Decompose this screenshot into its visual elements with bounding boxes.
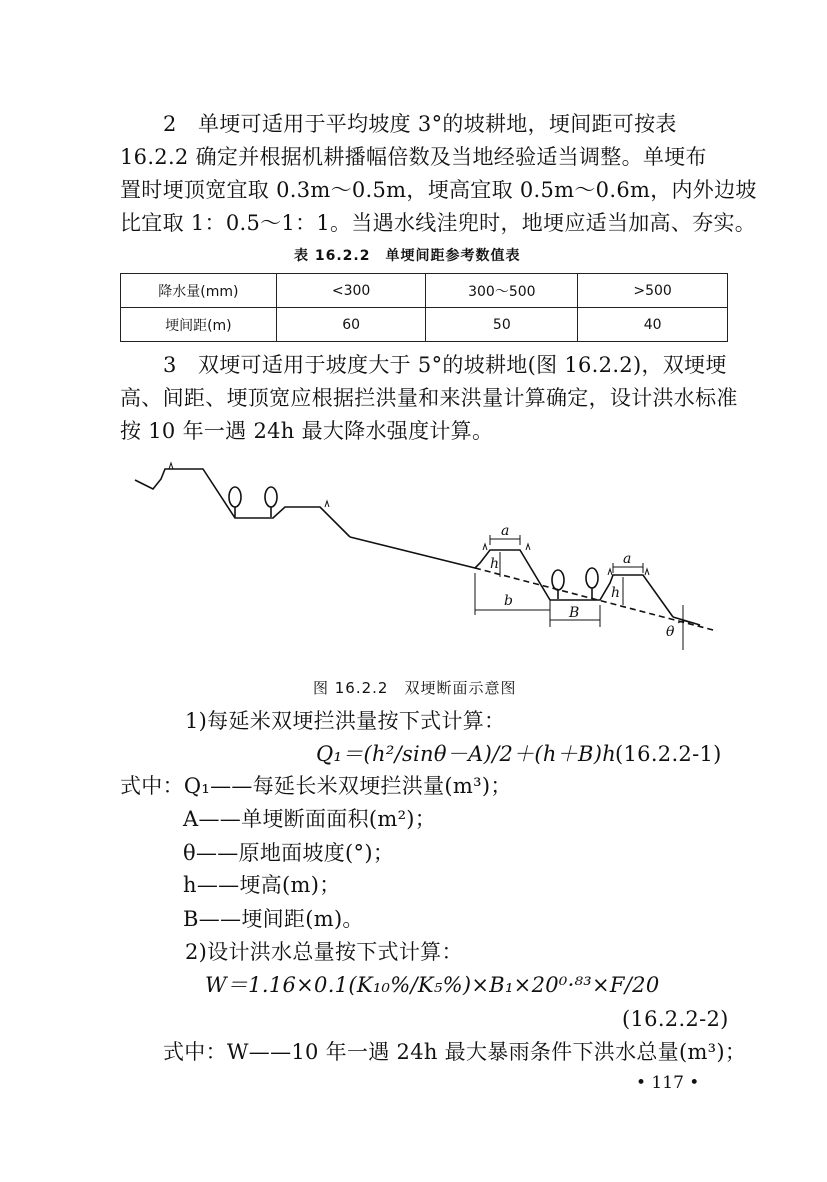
ground-profile-upper xyxy=(135,469,350,537)
formula2-intro: 2)设计洪水总量按下式计算： xyxy=(185,940,463,964)
para2-line2: 16.2.2 确定并根据机耕播幅倍数及当地经验适当调整。单埂布 xyxy=(120,145,707,169)
formula1-def-B: B——埂间距(m)。 xyxy=(183,907,364,931)
label-theta: θ xyxy=(666,624,675,640)
formula1-where: 式中：Q₁——每延长米双埂拦洪量(m³)； xyxy=(120,774,512,798)
double-ridge-diagram xyxy=(125,455,725,660)
spacing-table xyxy=(120,273,728,342)
grass-icon xyxy=(169,463,649,575)
formula1-def-theta: θ——原地面坡度(°)； xyxy=(183,841,395,865)
para2-line1: 2 单埂可适用于平均坡度 3°的坡耕地，埂间距可按表 xyxy=(163,112,677,136)
table-row xyxy=(121,308,728,342)
label-a2: a xyxy=(623,551,632,567)
formula1-equation: Q₁＝(h²/sinθ－A)/2＋(h＋B)h xyxy=(316,742,617,766)
para3-line2: 高、间距、埂顶宽应根据拦洪量和来洪量计算确定，设计洪水标准 xyxy=(120,386,738,410)
formula1-def-A: A——单埂断面面积(m²)； xyxy=(183,807,437,831)
table-cell: 50 xyxy=(426,308,578,342)
table-cell: <300 xyxy=(276,274,426,308)
para3-line1: 3 双埂可适用于坡度大于 5°的坡耕地(图 16.2.2)，双埂埂 xyxy=(163,353,727,377)
formula2-where: 式中：W——10 年一遇 24h 最大暴雨条件下洪水总量(m³)； xyxy=(163,1040,747,1064)
tree-icon xyxy=(229,487,598,599)
para2-line4: 比宜取 1：0.5～1：1。当遇水线洼兜时，地埂应适当加高、夯实。 xyxy=(120,211,757,235)
label-B: B xyxy=(569,605,580,621)
table-caption: 表 16.2.2 单埂间距参考数值表 xyxy=(294,248,521,264)
label-h2: h xyxy=(611,585,621,601)
table-row xyxy=(121,274,728,308)
formula2-equation: W＝1.16×0.1(K₁₀%/K₅%)×B₁×20⁰·⁸³×F/20 xyxy=(205,973,660,997)
table-cell: 降水量(mm) xyxy=(121,274,277,308)
table-cell: 300～500 xyxy=(426,274,578,308)
formula1-def-h: h——埂高(m)； xyxy=(183,873,341,897)
label-b: b xyxy=(504,593,513,609)
page-number: • 117 • xyxy=(636,1073,700,1093)
para3-line3: 按 10 年一遇 24h 最大降水强度计算。 xyxy=(120,419,494,443)
formula2-number: (16.2.2-2) xyxy=(622,1007,729,1031)
table-cell: 60 xyxy=(276,308,426,342)
para2-line3: 置时埂顶宽宜取 0.3m～0.5m，埂高宜取 0.5m～0.6m，内外边坡 xyxy=(120,178,757,202)
table-cell: >500 xyxy=(578,274,728,308)
formula1-number: (16.2.2-1) xyxy=(615,742,722,766)
figure-caption: 图 16.2.2 双埂断面示意图 xyxy=(313,679,517,697)
formula1-intro: 1)每延米双埂拦洪量按下式计算： xyxy=(185,709,506,733)
table-cell: 埂间距(m) xyxy=(121,308,277,342)
label-a: a xyxy=(501,523,510,539)
table-cell: 40 xyxy=(578,308,728,342)
label-h: h xyxy=(490,556,500,572)
